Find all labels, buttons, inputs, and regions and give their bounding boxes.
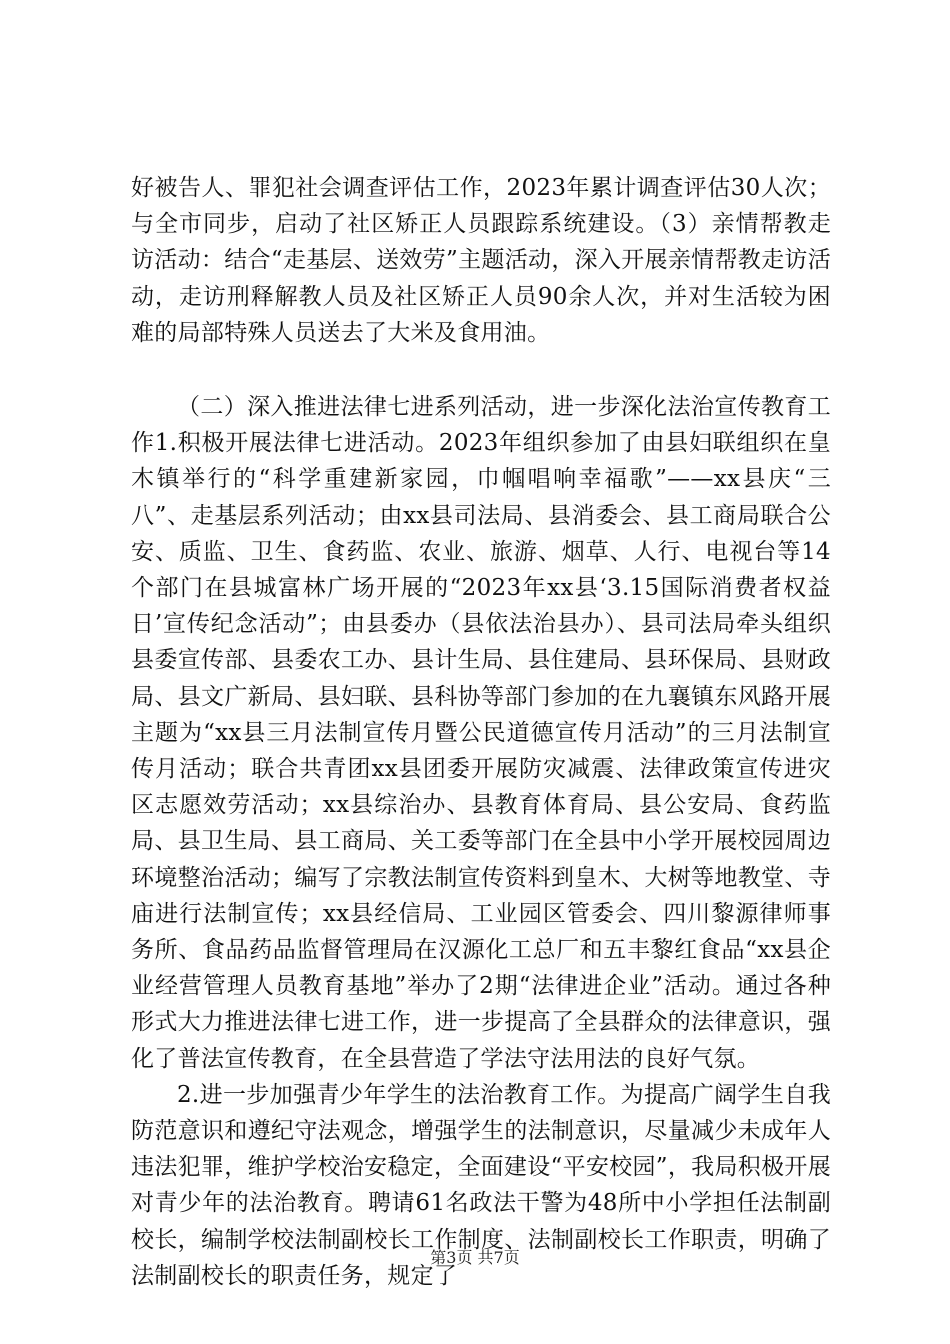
paragraph-gap	[131, 351, 831, 389]
paragraph-section-two: （二）深入推进法律七进系列活动，进一步深化法治宣传教育工作1.积极开展法律七进活动。2023年组织参加了由县妇联组织在皇木镇举行的“科学重建新家园，巾帼唱响幸福歌”——xx县庆“三八”、走基层系列活动；由xx县司法局、县消委会、县工商局联合公安、质监、卫生、食药监、农业、旅游、烟草、人行、电视台等14个部门在县城富林广场开展的“2023年xx县‘3.15国际消费者权益日’宣传纪念活动”；由县委办（县依法治县办）、县司法局牵头组织县委宣传部、县委农工办、县计生局、县住建局、县环保局、县财政局、县文广新局、县妇联、县科协等部门参加的在九襄镇东风路开展主题为“xx县三月法制宣传月暨公民道德宣传月活动”的三月法制宣传月活动；联合共青团xx县团委开展防灾减震、法律政策宣传进灾区志愿效劳活动；xx县综治办、县教育体育局、县公安局、食药监局、县卫生局、县工商局、关工委等部门在全县中小学开展校园周边环境整治活动；编写了宗教法制宣传资料到皇木、大树等地教堂、寺庙进行法制宣传；xx县经信局、工业园区管委会、四川黎源律师事务所、食品药品监督管理局在汉源化工总厂和五丰黎红食品“xx县企业经营管理人员教育基地”举办了2期“法律进企业”活动。通过各种形式大力推进法律七进工作，进一步提高了全县群众的法律意识，强化了普法宣传教育，在全县营造了学法守法用法的良好气氛。	[131, 394, 831, 1072]
document-body	[131, 170, 831, 1294]
page-number-footer: 第3页 共7页	[430, 1248, 520, 1267]
paragraph-continuation: 好被告人、罪犯社会调查评估工作，2023年累计调查评估30人次；与全市同步，启动了社区矫正人员跟踪系统建设。（3）亲情帮教走访活动：结合“走基层、送效劳”主题活动，深入开展亲情帮教走访活动，走访刑释解教人员及社区矫正人员90余人次，并对生活较为困难的局部特殊人员送去了大米及食用油。	[131, 175, 831, 346]
paragraph-youth-education: 2.进一步加强青少年学生的法治教育工作。为提高广阔学生自我防范意识和遵纪守法观念，增强学生的法制意识，尽量减少未成年人违法犯罪，维护学校治安稳定，全面建设“平安校园”，我局积极开展对青少年的法治教育。聘请61名政法干警为48所中小学担任法制副校长，编制学校法制副校长工作制度、法制副校长工作职责，明确了法制副校长的职责任务，规定了	[131, 1081, 831, 1289]
